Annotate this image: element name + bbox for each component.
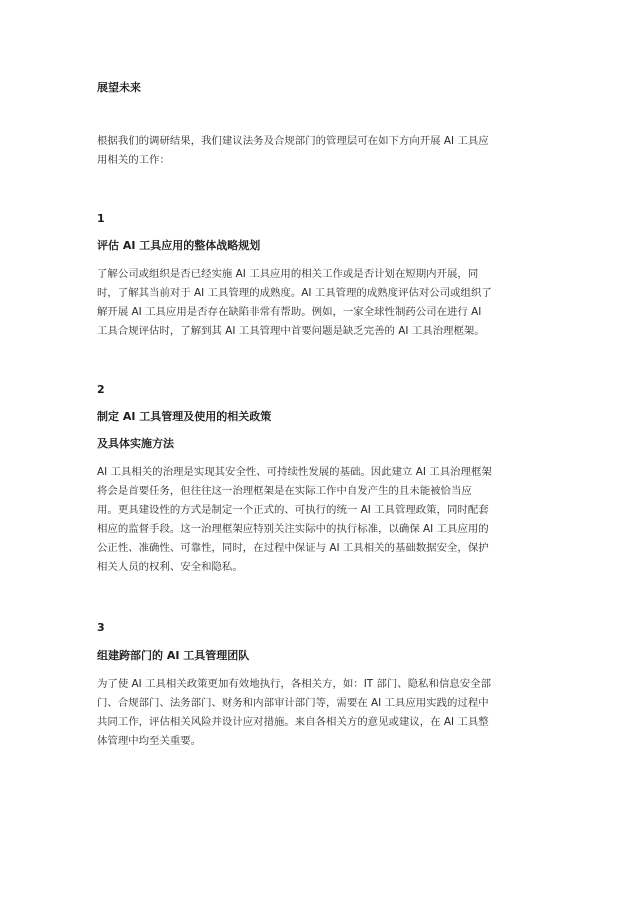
section-body bbox=[97, 265, 543, 341]
body-line: 用。更具建设性的方式是制定一个正式的、可执行的统一 AI 工具管理政策，同时配套 bbox=[97, 504, 489, 516]
body-line: 门、合规部门、法务部门、财务和内部审计部门等，需要在 AI 工具应用实践的过程中 bbox=[97, 697, 489, 709]
section-heading: 评估 AI 工具应用的整体战略规划 bbox=[97, 239, 261, 252]
section-heading: 制定 AI 工具管理及使用的相关政策 bbox=[97, 410, 272, 423]
section-number: 1 bbox=[97, 212, 105, 225]
body-line: 共同工作，评估相关风险并设计应对措施。来自各相关方的意见或建议，在 AI 工具整 bbox=[97, 716, 489, 728]
section-subheading: 及具体实施方法 bbox=[97, 437, 174, 450]
section-number: 2 bbox=[97, 383, 105, 396]
body-line: 公正性、准确性、可靠性，同时，在过程中保证与 AI 工具相关的基础数据安全，保护 bbox=[97, 542, 489, 554]
body-line: 相应的监督手段。这一治理框架应特别关注实际中的执行标准，以确保 AI 工具应用的 bbox=[97, 523, 489, 535]
body-line: 将会是首要任务，但往往这一治理框架是在实际工作中自发产生的且未能被恰当应 bbox=[97, 485, 472, 497]
section-body bbox=[97, 463, 543, 577]
section-heading: 组建跨部门的 AI 工具管理团队 bbox=[97, 649, 250, 662]
body-line: 工具合规评估时，了解到其 AI 工具管理中首要问题是缺乏完善的 AI 工具治理框架。 bbox=[97, 325, 485, 337]
page-title: 展望未来 bbox=[97, 81, 141, 94]
body-line: 体管理中均至关重要。 bbox=[97, 735, 202, 747]
body-line: 为了使 AI 工具相关政策更加有效地执行，各相关方，如：IT 部门、隐私和信息安全部 bbox=[97, 678, 492, 690]
body-line: 相关人员的权利、安全和隐私。 bbox=[97, 561, 243, 573]
body-line: 了解公司或组织是否已经实施 AI 工具应用的相关工作或是否计划在短期内开展，同 bbox=[97, 268, 479, 280]
section-number: 3 bbox=[97, 621, 105, 634]
intro-paragraph bbox=[97, 132, 543, 170]
section-body bbox=[97, 675, 543, 751]
intro-line: 根据我们的调研结果，我们建议法务及合规部门的管理层可在如下方向开展 AI 工具应 bbox=[97, 135, 489, 147]
body-line: 解开展 AI 工具应用是否存在缺陷非常有帮助。例如，一家全球性制药公司在进行 AI bbox=[97, 306, 482, 318]
body-line: 时，了解其当前对于 AI 工具管理的成熟度。AI 工具管理的成熟度评估对公司或组织了 bbox=[97, 287, 492, 299]
intro-line: 用相关的工作： bbox=[97, 154, 170, 166]
body-line: AI 工具相关的治理是实现其安全性、可持续性发展的基础。因此建立 AI 工具治理框架 bbox=[97, 466, 492, 478]
